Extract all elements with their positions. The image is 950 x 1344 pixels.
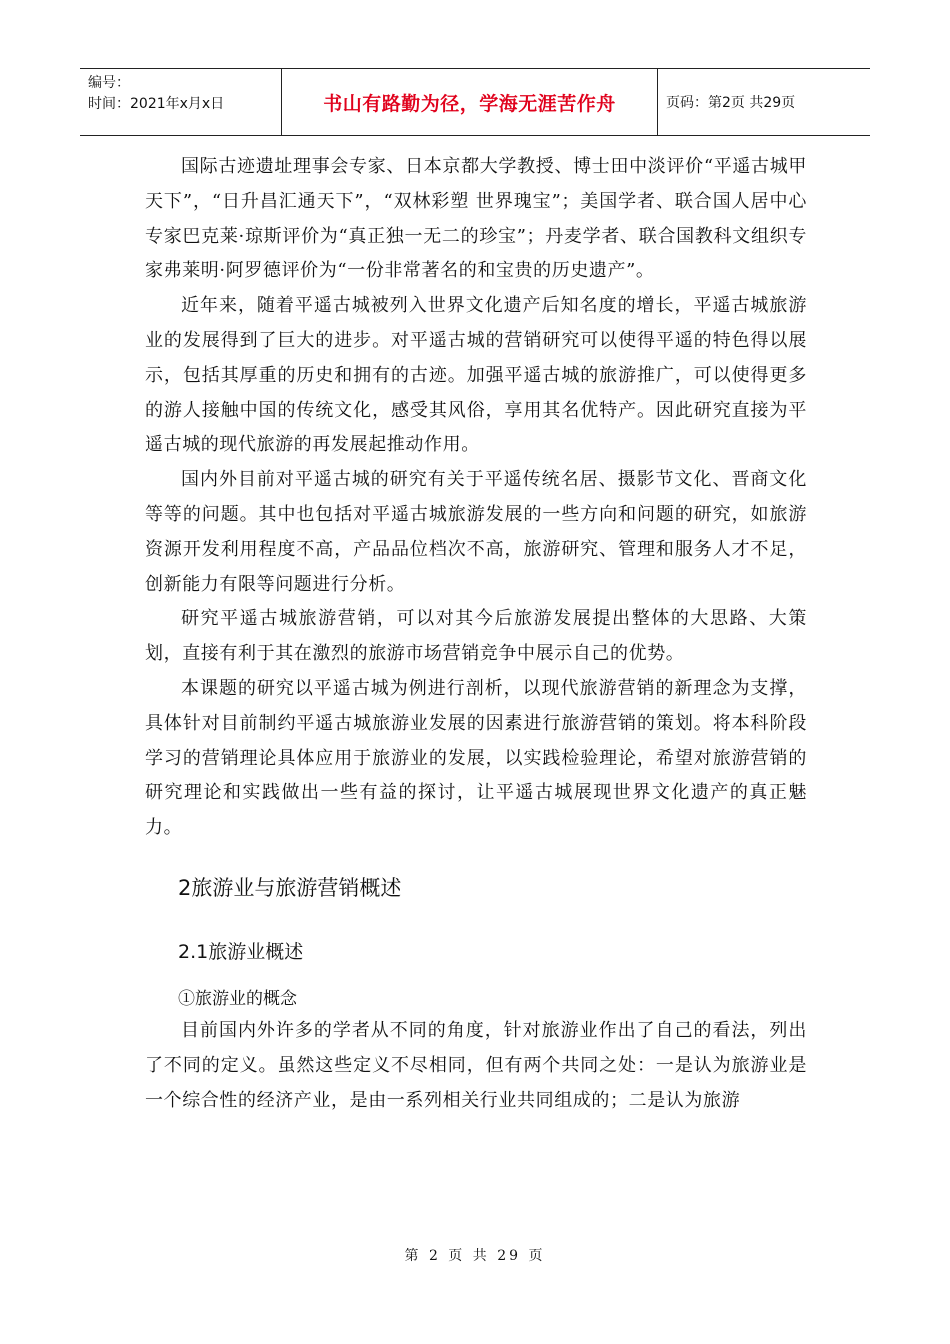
paragraph: 国际古迹遗址理事会专家、日本京都大学教授、博士田中淡评价“平遥古城甲天下”，“日升昌汇通天下”，“双林彩塑 世界瑰宝”；美国学者、联合国人居中心专家巴克莱·琼斯评价为“真正独一无二的珍宝”；丹麦学者、联合国教科文组织专家弗莱明·阿罗德评价为“一份非常著名的和宝贵的历史遗产”。	[145, 156, 807, 282]
paragraph: 目前国内外许多的学者从不同的角度，针对旅游业作出了自己的看法，列出了不同的定义。虽然这些定义不尽相同，但有两个共同之处：一是认为旅游业是一个综合性的经济产业，是由一系列相关行业共同组成的；二是认为旅游	[145, 1019, 807, 1111]
document-date-label: 时间：2021年x月x日	[88, 96, 225, 112]
header-meta	[80, 69, 282, 135]
page-footer: 第 2 页 共 29 页	[404, 1248, 546, 1264]
section-heading: 2旅游业与旅游营销概述	[178, 875, 402, 900]
paragraph: 国内外目前对平遥古城的研究有关于平遥传统名居、摄影节文化、晋商文化等等的问题。其中也包括对平遥古城旅游发展的一些方向和问题的研究，如旅游资源开发利用程度不高，产品品位档次不高，旅游研究、管理和服务人才不足，创新能力有限等问题进行分析。	[145, 469, 807, 595]
paragraph: 本课题的研究以平遥古城为例进行剖析，以现代旅游营销的新理念为支撑，具体针对目前制约平遥古城旅游业发展的因素进行旅游营销的策划。将本科阶段学习的营销理论具体应用于旅游业的发展，以实践检验理论，希望对旅游营销的研究理论和实践做出一些有益的探讨，让平遥古城展现世界文化遗产的真正魅力。	[145, 677, 807, 839]
header-motto: 书山有路勤为径，学海无涯苦作舟	[282, 69, 658, 135]
document-body	[145, 150, 807, 1118]
paragraph: 近年来，随着平遥古城被列入世界文化遗产后知名度的增长，平遥古城旅游业的发展得到了巨大的进步。对平遥古城的营销研究可以使得平遥的特色得以展示，包括其厚重的历史和拥有的古迹。加强平遥古城的旅游推广，可以使得更多的游人接触中国的传统文化，感受其风俗，享用其名优特产。因此研究直接为平遥古城的现代旅游的再发展起推动作用。	[145, 295, 807, 456]
subsection-heading: 2.1旅游业概述	[178, 940, 304, 963]
item-heading: ①旅游业的概念	[178, 988, 297, 1009]
page-header	[80, 68, 870, 136]
document-number-label: 编号：	[88, 75, 130, 91]
paragraph: 研究平遥古城旅游营销，可以对其今后旅游发展提出整体的大思路、大策划，直接有利于其在激烈的旅游市场营销竞争中展示自己的优势。	[145, 608, 807, 665]
header-page-info: 页码：第2页 共29页	[666, 95, 796, 111]
